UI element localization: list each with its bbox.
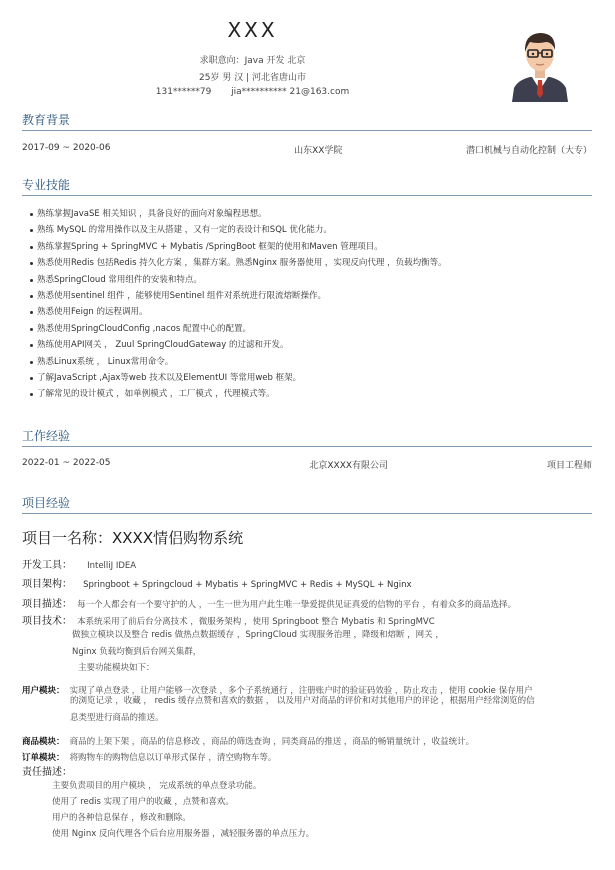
skills-list xyxy=(30,206,600,403)
skill-item: 熟悉Linux系统 ， Linux常用命令。 xyxy=(30,354,600,370)
project-name: 项目一名称：XXXX情侣购物系统 xyxy=(22,529,244,547)
desc-label: 项目描述： xyxy=(22,599,72,610)
project-section-title: 项目经验 xyxy=(22,496,71,510)
work-title: 工作经验 xyxy=(22,429,71,443)
duty-line: 使用了 redis 实现了用户的收藏 ，点赞和喜欢。 xyxy=(52,797,234,807)
goods-module-label: 商品模块： xyxy=(22,737,65,747)
divider xyxy=(22,130,592,131)
duty-line: 主要负责项目的用户模块 ， 完成系统的单点登录功能。 xyxy=(52,781,262,791)
skill-item: 熟悉使用Redis 包括Redis 持久化方案 ，集群方案。熟悉Nginx 服务器使用 ，实现反向代理 ，负载均衡等。 xyxy=(30,255,600,271)
user-module-line: 实现了单点登录 ，让用户能够一次登录 ，多个子系统通行 ，注册账户时的验证码效验 ，防止攻击 ，使用 cookie 保存用户 xyxy=(69,686,533,696)
skill-item: 了解常见的设计模式 ，如单例模式 ，工厂模式 ，代理模式等。 xyxy=(30,386,600,402)
arch-value: Springboot + Springcloud + Mybatis + SpringMVC + Redis + MySQL + Nginx xyxy=(83,580,412,590)
order-module-label: 订单模块： xyxy=(22,753,65,763)
contact-info xyxy=(0,87,505,97)
work-company: 北京XXXX有限公司 xyxy=(309,461,389,471)
duty-line: 用户的各种信息保存 ，修改和删除。 xyxy=(52,813,191,823)
education-period: 2017-09 ~ 2020-06 xyxy=(22,143,111,153)
personal-info: 25岁 男 汉 | 河北省唐山市 xyxy=(199,73,306,83)
arch-label: 项目架构： xyxy=(22,579,72,590)
avatar xyxy=(508,24,572,102)
resume-name: XXX xyxy=(227,18,278,42)
education-school: 山东XX学院 xyxy=(294,146,343,156)
education-major: 潜口机械与自动化控制（大专） xyxy=(465,146,592,156)
skill-item: 了解JavaScript ,Ajax等web 技术以及ElementUI 等常用web 框架。 xyxy=(30,370,600,386)
phone: 131******79 xyxy=(155,87,212,97)
education-title: 教育背景 xyxy=(22,113,71,127)
tech-line: 做独立模块以及整合 redis 做热点数据缓存 ，SpringCloud 实现服务治理 ，降级和熔断 ，网关 ， xyxy=(72,630,444,640)
project-tech-row xyxy=(22,609,435,628)
skill-item: 熟练使用API网关 ， Zuul SpringCloudGateway 的过滤和开发。 xyxy=(30,337,600,353)
divider xyxy=(22,513,592,514)
skill-item: 熟悉使用Feign 的远程调用。 xyxy=(30,304,600,320)
tech-label: 项目技术： xyxy=(22,616,72,627)
goods-module-value: 商品的上架下架 ，商品的信息修改 ，商品的筛选查询 ，同类商品的推送 ，商品的畅销量统计 ，收益统计。 xyxy=(69,737,475,747)
work-row xyxy=(22,458,592,471)
skill-item: 熟练掌握JavaSE 相关知识 ，具备良好的面向对象编程思想。 xyxy=(30,206,600,222)
job-intent: 求职意向：Java 开发 北京 xyxy=(199,56,306,66)
duty-label: 责任描述： xyxy=(22,767,72,778)
order-module-value: 将购物车的购物信息以订单形式保存 ，清空购物车等。 xyxy=(69,753,277,763)
project-arch-row xyxy=(22,572,412,591)
tech-line: 本系统采用了前后台分离技术 ，微服务架构 ，使用 Springboot 整合 Mybatis 和 SpringMVC xyxy=(77,617,435,627)
tech-line: Nginx 负载均衡到后台网关集群， xyxy=(72,647,202,657)
user-module-label: 用户模块： xyxy=(22,686,65,696)
education-row xyxy=(22,143,592,156)
work-period: 2022-01 ~ 2022-05 xyxy=(22,458,111,468)
tool-label: 开发工具： xyxy=(22,560,72,571)
skill-item: 熟悉SpringCloud 常用组件的安装和特点。 xyxy=(30,272,600,288)
tech-line: 主要功能模块如下： xyxy=(78,663,155,673)
user-module-line: 息类型进行商品的推送。 xyxy=(70,713,164,723)
divider xyxy=(22,195,592,196)
skill-item: 熟悉使用SpringCloudConfig ,nacos 配置中心的配置。 xyxy=(30,321,600,337)
desc-value: 每一个人都会有一个要守护的人 ，一生一世为用户此生唯一挚爱提供见证真爱的信物的平台 ，有着众多的商品选择。 xyxy=(77,600,517,610)
skill-item: 熟悉使用sentinel 组件 ，能够使用Sentinel 组件对系统进行限流熔断操作。 xyxy=(30,288,600,304)
skill-item: 熟练 MySQL 的常用操作以及主从搭建 ，又有一定的表设计和SQL 优化能力。 xyxy=(30,222,600,238)
tool-value: IntelliJ IDEA xyxy=(87,561,137,571)
work-position: 项目工程师 xyxy=(546,461,592,471)
email: jia********** 21@163.com xyxy=(231,87,350,97)
skill-item: 熟练掌握Spring + SpringMVC + Mybatis /SpringBoot 框架的使用和Maven 管理项目。 xyxy=(30,239,600,255)
project-tool-row xyxy=(22,553,136,572)
duty-line: 使用 Nginx 反向代理各个后台应用服务器 ，减轻服务器的单点压力。 xyxy=(52,829,315,839)
skills-title: 专业技能 xyxy=(22,178,71,192)
divider xyxy=(22,446,592,447)
duty-label-row xyxy=(22,760,72,779)
user-module-line: 的浏览记录 ，收藏 ， redis 缓存点赞和喜欢的数据 ， 以及用户对商品的评价和对其他用户的评论 ，根据用户经常浏览的信 xyxy=(70,696,535,706)
